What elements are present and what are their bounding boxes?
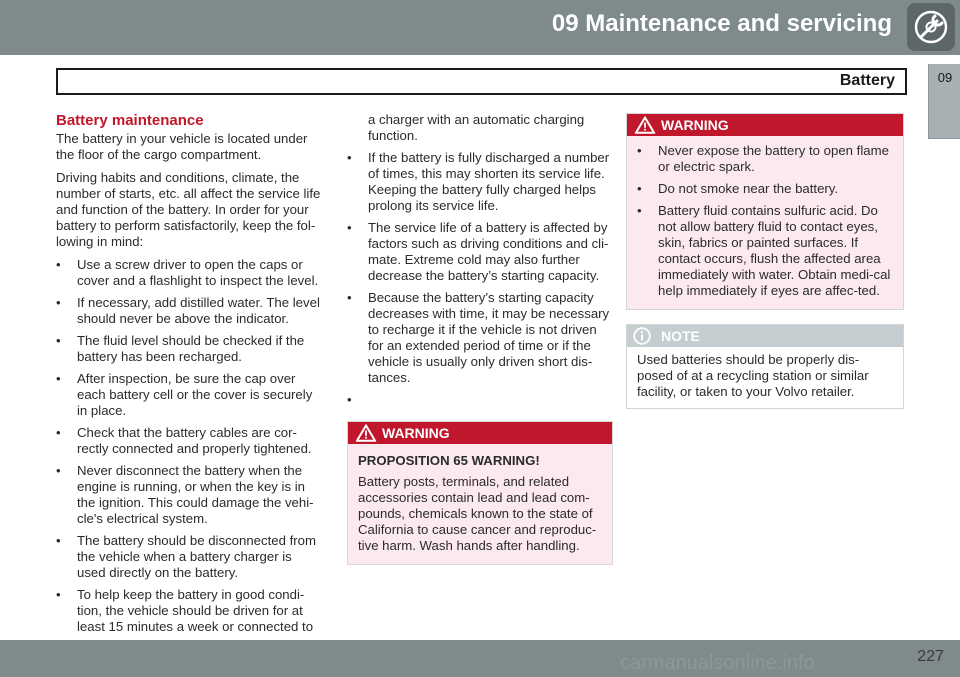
- bullet-icon: •: [56, 587, 61, 602]
- page-number: 227: [917, 648, 944, 665]
- warning-header: [627, 114, 903, 136]
- list-item-text: Because the battery’s starting capacity decreases with time, it may be necessary to recharge it if the vehicle is not driven for an extended period of time or if the vehicle is usually only driven short dis-tances.: [368, 290, 610, 385]
- list-item: [56, 533, 322, 581]
- warning-body: [348, 444, 612, 564]
- list-item-text: Never disconnect the battery when the engine is running, or when the key is in the ignition. This could damage the vehi-cle's electrical system.: [77, 463, 314, 526]
- list-item: [56, 587, 322, 635]
- wrench-gear-icon: [907, 3, 955, 51]
- list-item: [637, 143, 894, 175]
- intro-paragraph-1: The battery in your vehicle is located under the floor of the cargo compartment.: [56, 131, 308, 162]
- bullet-icon: •: [56, 371, 61, 386]
- section-heading: Battery maintenance: [56, 112, 204, 129]
- bullet-icon: •: [56, 295, 61, 310]
- warning-header: [348, 422, 612, 444]
- list-item-text: The fluid level should be checked if the battery has been recharged.: [77, 333, 305, 364]
- list-item-text: Use a screw driver to open the caps or cover and a flashlight to inspect the level.: [77, 257, 319, 288]
- bullet-icon: •: [637, 143, 642, 158]
- maintenance-bullet-list: [56, 257, 322, 635]
- bullet-icon: •: [56, 333, 61, 348]
- note-header: [627, 325, 903, 347]
- list-item: [347, 220, 613, 284]
- list-item: [56, 463, 322, 527]
- note-box: [626, 324, 904, 409]
- bullet-icon: •: [637, 181, 642, 196]
- list-item: [637, 181, 894, 197]
- warning-triangle-icon: [355, 423, 377, 446]
- list-item-text: After inspection, be sure the cap over each battery cell or the cover is securely in place.: [77, 371, 313, 418]
- bullet-icon: •: [347, 392, 352, 407]
- list-item: [347, 150, 613, 214]
- list-item-text: Battery fluid contains sulfuric acid. Do not allow battery fluid to contact eyes, skin, fabrics or painted surfaces. If contact occurs, flush the affected area immediately with water. Obtain medi-cal help immediately if eyes are affec-ted.: [658, 203, 891, 298]
- warning-subtitle: PROPOSITION 65 WARNING!: [358, 453, 540, 468]
- maintenance-bullet-list-continued: [347, 150, 613, 408]
- list-item-text: Never expose the battery to open flame or electric spark.: [658, 143, 889, 174]
- battery-safety-warning-box: [626, 113, 904, 310]
- bullet-icon: •: [347, 220, 352, 235]
- list-item-text: Do not smoke near the battery.: [658, 181, 839, 196]
- info-icon: [633, 327, 651, 348]
- watermark-text: carmanualsonline.info: [620, 652, 815, 674]
- warning-bullet-list: [637, 143, 894, 299]
- bullet-icon: •: [347, 150, 352, 165]
- list-item: [56, 333, 322, 365]
- bullet-icon: •: [56, 425, 61, 440]
- warning-title: WARNING: [661, 117, 729, 133]
- list-item-text: The battery should be disconnected from the vehicle when a battery charger is used directly on the battery.: [77, 533, 316, 580]
- list-item-text: If the battery is fully discharged a number of times, this may shorten its service life. Keeping the battery fully charged helps prolong its service life.: [368, 150, 610, 213]
- note-title: NOTE: [661, 328, 700, 344]
- note-text: Used batteries should be properly dis-posed of at a recycling station or similar facility, or taken to your Volvo retailer.: [637, 352, 869, 399]
- bullet-icon: •: [56, 463, 61, 478]
- bullet-icon: •: [347, 290, 352, 305]
- list-item: [347, 290, 613, 386]
- warning-triangle-icon: [634, 115, 656, 138]
- proposition-65-warning-box: [347, 421, 613, 565]
- column-3: [626, 113, 904, 409]
- footer-bar: [0, 640, 960, 677]
- chapter-header-bar: [0, 0, 960, 55]
- section-title-box: [56, 68, 907, 95]
- column-2: [347, 112, 613, 565]
- bullet-icon: •: [637, 203, 642, 218]
- chapter-side-tab[interactable]: [928, 64, 960, 139]
- list-item: [637, 203, 894, 299]
- column-1: [56, 112, 322, 641]
- warning-body: [627, 136, 903, 309]
- bullet-icon: •: [56, 257, 61, 272]
- chapter-title: 09 Maintenance and servicing: [551, 10, 892, 37]
- bullet-continuation: a charger with an automatic charging function.: [368, 112, 585, 143]
- list-item-text: To help keep the battery in good condi-tion, the vehicle should be driven for at least 15 minutes a week or connected to: [77, 587, 314, 634]
- intro-paragraph-2: Driving habits and conditions, climate, the number of starts, etc. all affect the service life and function of the battery. In order for your battery to perform satisfactorily, keep the fol-lowing in mind:: [56, 170, 321, 249]
- list-item-text: Check that the battery cables are cor-rectly connected and properly tightened.: [77, 425, 312, 456]
- warning-title: WARNING: [382, 425, 450, 441]
- list-item: [56, 425, 322, 457]
- bullet-icon: •: [56, 533, 61, 548]
- list-item-text: The service life of a battery is affected by factors such as driving conditions and cli-mate. Extreme cold may also further decrease the battery’s starting capacity.: [368, 220, 609, 283]
- list-item-text: If necessary, add distilled water. The level should never be above the indicator.: [77, 295, 320, 326]
- warning-text: Battery posts, terminals, and related accessories contain lead and lead com-pounds, chemicals known to the state of California to cause cancer and reproduc-tive harm. Wash hands after handling.: [358, 474, 597, 553]
- note-body: [627, 347, 903, 408]
- list-item: [56, 257, 322, 289]
- list-item: [56, 371, 322, 419]
- list-item: [56, 295, 322, 327]
- section-title: Battery: [839, 72, 895, 89]
- side-tab-label: 09: [937, 70, 953, 85]
- list-item: [347, 392, 613, 408]
